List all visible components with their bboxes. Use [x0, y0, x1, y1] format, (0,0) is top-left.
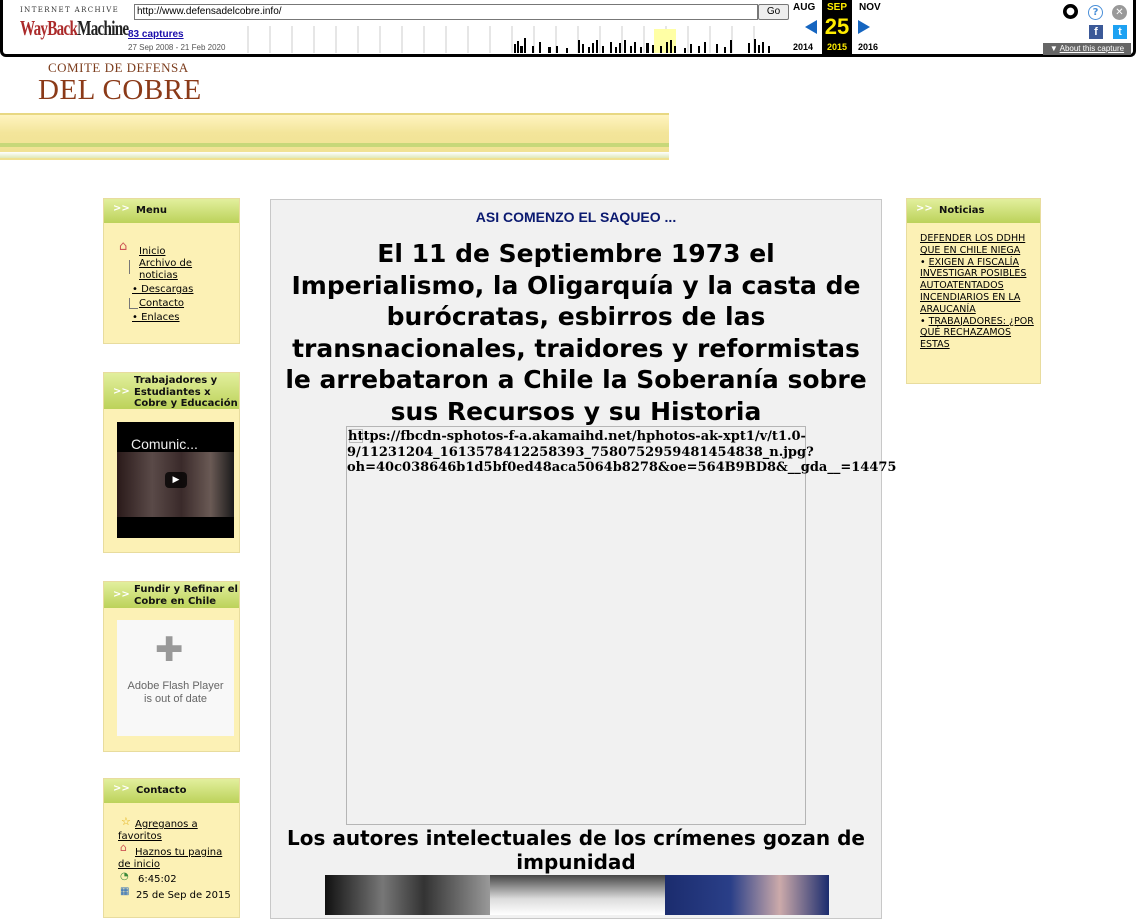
current-month: SEP [826, 2, 847, 13]
captures-link[interactable]: 83 captures [128, 29, 184, 40]
article-photo [325, 875, 829, 915]
prev-capture-arrow-icon[interactable] [805, 20, 817, 34]
calendar-date: 25 de Sep de 2015 [136, 890, 231, 901]
about-capture-button[interactable]: ▼ About this capture [1043, 43, 1131, 55]
star-icon: ☆ [121, 815, 131, 828]
internet-archive-label: INTERNET ARCHIVE [20, 6, 120, 14]
video-player[interactable] [117, 422, 234, 538]
chevron-right-icon: >> [113, 589, 130, 600]
tree-line [129, 260, 138, 274]
flash-block-header: >> Fundir y Refinar el Cobre en Chile [104, 582, 239, 608]
home-icon: ⌂ [120, 841, 127, 854]
content-heading: ASI COMENZO EL SAQUEO ... [475, 209, 677, 225]
chevron-right-icon: >> [113, 203, 130, 214]
calendar-icon: ▦ [120, 886, 130, 897]
menu-item-descargas[interactable]: • Descargas [132, 284, 194, 295]
user-icon[interactable]: ● [1063, 4, 1078, 19]
contact-block [103, 778, 240, 918]
video-block [103, 372, 240, 553]
video-title: Comunic... [131, 436, 198, 452]
home-icon: ⌂ [119, 239, 128, 254]
site-subtitle: COMITE DE DEFENSA [48, 60, 189, 75]
main-content [270, 199, 897, 919]
chevron-right-icon: >> [113, 386, 130, 397]
current-year: 2015 [826, 42, 848, 52]
tree-line [129, 298, 138, 309]
menu-item-archivo[interactable]: Archivo de noticias [139, 258, 193, 281]
header-banner [0, 113, 669, 160]
next-capture-arrow-icon[interactable] [858, 20, 870, 34]
contact-header: >> Contacto [104, 779, 239, 803]
photo-panel [665, 875, 829, 915]
prev-month[interactable]: AUG [793, 2, 816, 13]
menu-block [103, 198, 240, 344]
close-icon[interactable]: ✕ [1112, 5, 1127, 20]
chevron-right-icon: >> [113, 783, 130, 794]
wayback-logo[interactable]: WayBackMachine [20, 16, 129, 40]
photo-panel [490, 875, 665, 915]
news-item[interactable]: • TRABAJADORES: ¿POR QUÉ RECHAZAMOS ESTAS [920, 315, 1034, 351]
clock-icon: ◔ [120, 871, 129, 882]
go-button[interactable]: Go [758, 4, 789, 20]
photo-panel [325, 875, 490, 915]
wayback-toolbar [0, 0, 1136, 57]
flash-block [103, 581, 240, 752]
news-block [906, 198, 1041, 384]
current-day: 25 [824, 14, 850, 39]
news-list [920, 233, 1036, 351]
broken-image-alt: https://fbcdn-sphotos-f-a.akamaihd.net/hphotos-ak-xpt1/v/t1.0- 9/11231204_1613578412258393_7580752959481454838_n.jpg? oh=40c038646b1d5bf0ed48aca5064b8278&oe=564B9BD8&__gda__=14475 [347, 429, 897, 475]
news-item[interactable]: • EXIGEN A FISCALÍA INVESTIGAR POSIBLES AUTOATENTADOS INCENDIARIOS EN LA ARAUCANÍA [920, 256, 1027, 315]
video-block-header: >> Trabajadores y Estudiantes x Cobre y Educación [104, 373, 239, 409]
menu-item-inicio[interactable]: Inicio [139, 246, 166, 257]
twitter-icon[interactable]: t [1113, 25, 1127, 39]
menu-item-contacto[interactable]: Contacto [139, 298, 185, 309]
set-homepage-link[interactable]: Haznos tu pagina de inicio [118, 847, 223, 870]
next-year[interactable]: 2016 [858, 42, 879, 52]
news-header: >> Noticias [907, 199, 1040, 223]
add-favorite-link[interactable]: Agreganos a favoritos [118, 819, 198, 842]
play-icon[interactable]: ▶ [165, 472, 187, 488]
help-icon[interactable]: ? [1088, 5, 1103, 20]
menu-item-enlaces[interactable]: • Enlaces [132, 312, 180, 323]
menu-header: >> Menu [104, 199, 239, 223]
news-item[interactable]: DEFENDER LOS DDHH QUE EN CHILE NIEGA [920, 233, 1026, 256]
captures-sparkline[interactable] [238, 26, 778, 53]
flash-message: Adobe Flash Player is out of date [127, 680, 224, 705]
puzzle-icon: ✚ [155, 630, 184, 670]
article-title: El 11 de Septiembre 1973 el Imperialismo, la Oligarquía y la casta de burócratas, esbirros de las transnacionales, traidores y reformistas le arrebataron a Chile la Soberanía sobre sus Recursos y su Historia [285, 239, 867, 426]
article-subtitle: Los autores intelectuales de los crímenes gozan de impunidad [287, 826, 865, 874]
site-title: DEL COBRE [38, 74, 202, 106]
chevron-right-icon: >> [916, 203, 933, 214]
facebook-icon[interactable]: f [1089, 25, 1103, 39]
prev-year[interactable]: 2014 [793, 42, 814, 52]
broken-image [346, 426, 897, 825]
clock-time: 6:45:02 [138, 874, 177, 885]
next-month[interactable]: NOV [859, 2, 881, 13]
capture-range: 27 Sep 2008 - 21 Feb 2020 [128, 43, 226, 52]
flash-placeholder[interactable] [117, 620, 234, 736]
url-input[interactable]: http://www.defensadelcobre.info/ [134, 4, 758, 20]
